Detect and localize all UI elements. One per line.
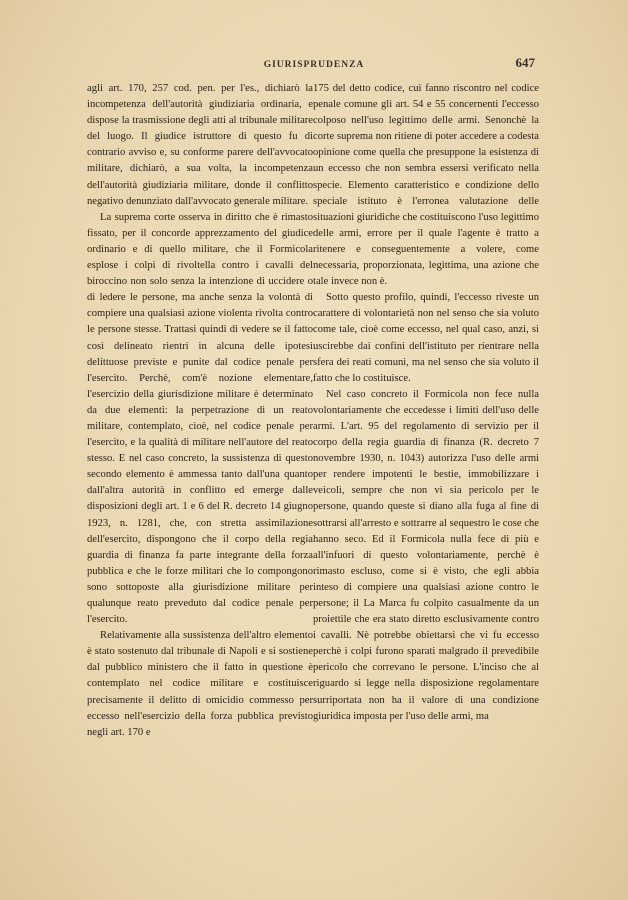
paragraph: La suprema corte osserva in diritto che è rimasto fissato, per il concorde apprezzamento del giudice ordinario e di quello militare, che il Formicola esplose i colpi di rivoltella contro i cavalli del biroccino non solo senza la intenzione di uccidere o di ledere le persone, ma anche senza la volontà di compiere una qualsiasi azione violenta rivolta contro le persone stesse. Trattasi quindi di vedere se il fatto così delineato rientri in alcuna delle ipotesi delittuose previste e punite dal codice penale per l'esercito. Perchè, com'è nozione elementare, l'esercizio della giurisdizione militare è determinato da due elementi: la perpetrazione di un reato militare, contemplato, cioè, nel codice penale per l'esercito, e la qualità di militare nell'autore del reato stesso. E nel caso concreto, la sussistenza di questo secondo elemento è ammessa tanto dall'una quanto dall'altra autorità in conflitto ed emerge dalle disposizioni degli art. 1 e 6 del R. decreto 14 giugno 1923, n. 1281, che, con stretta assimilazione dell'esercito, dispongono che il corpo della regia guardia di finanza fa parte integrante della forza pubblica e che le forze militari che lo compongono sono sottoposte alla giurisdizione militare per qualunque reato preveduto dal codice penale per l'esercito. xyxy=(87,211,313,626)
paragraph: agli art. 170, 257 cod. pen. per l'es., dichiarò la incompetenza dell'autorità giudiziaria ordinaria, e dispose la trasmissione degli atti al tribunale militare del luogo. Il giudice istruttore di questo fu di contrario avviso e, su conforme parere dell'avvocato militare, dichiarò, a sua volta, la incompetenza dell'autorità giudiziaria militare, donde il conflitto negativo denunziato dall'avvocato generale militare. xyxy=(87,83,313,207)
page-number: 647 xyxy=(515,55,535,70)
paragraph: Relativamente alla sussistenza dell'altro elemento è stato sostenuto dal tribunale di Napoli e si sostiene dal pubblico ministero che il fatto in questione è contemplato nel codice militare e costituisce precisamente il delitto di omicidio commesso per eccesso nell'esercizio della forza pubblica previsto negli art. 170 e xyxy=(87,630,313,738)
paragraph: Sotto questo profilo, quindi, l'eccesso riveste un carattere di volontarietà non nel senso che sia voluto come tale, cioè come eccesso, nel qual caso, anzi, si uscirebbe dai confini dell'istituto per rientrare nella sfera dei reati comuni, ma nel senso che sia voluto il fatto che lo costituisce. xyxy=(313,292,539,384)
right-column xyxy=(313,81,539,725)
paragraph: Nel caso concreto il Formicola non fece nulla volontariamente che eccedesse i limiti dell'uso delle armi. L'art. 95 del regolamento di servizio per il corpo della regia guardia di finanza (R. decreto 7 novembre 1930, n. 1043) autorizza l'uso delle armi per rendere impotenti le bestie, immobilizzare i veicoli, sempre che non vi sia pericolo per le persone, quando queste si diano alla fuga al fine di sottrarsi all'arresto e sottrarre al sequestro le cose che hanno seco. Ed il Formicola nulla fece di più e all'infuori di questo volontariamente, perchè è rimasto escluso, come si è visto, che egli abbia inteso di compiere una qualsiasi azione contro le persone; il La Marca fu colpito casualmente da un proiettile che era stato diretto esclusivamente contro i cavalli. Nè potrebbe obiettarsi che vi fu eccesso perchè i colpi furono sparati malgrado il prevedibile pericolo che correvano le persone. L'inciso che al riguardo si legge nella disposizione regolamentare surriportata non ha il valore di una condizione giuridica imposta per l'uso delle armi, ma xyxy=(313,388,539,722)
left-column xyxy=(87,81,313,741)
running-header: GIURISPRUDENZA xyxy=(263,60,365,70)
paragraph: 175 del detto codice, cui fanno riscontro nel codice penale comune gli art. 54 e 55 concernenti l'eccesso colposo nell'uso legittimo delle armi. Senonchè la corte suprema non ritiene di poter accedere a codesta opinione come quella che presuppone la esistenza di un eccesso che non sembra essersi verificato nella specie. Elemento caratteristico e condizione dello speciale istituto è l'erronea valutazione delle situazioni giuridiche che costituiscono l'uso legittimo delle armi, errore per il quale l'agente è tratto a ritenere e conseguentemente a volere, come necessaria, proporzionata, legittima, una azione che tale invece non è. xyxy=(313,83,539,288)
